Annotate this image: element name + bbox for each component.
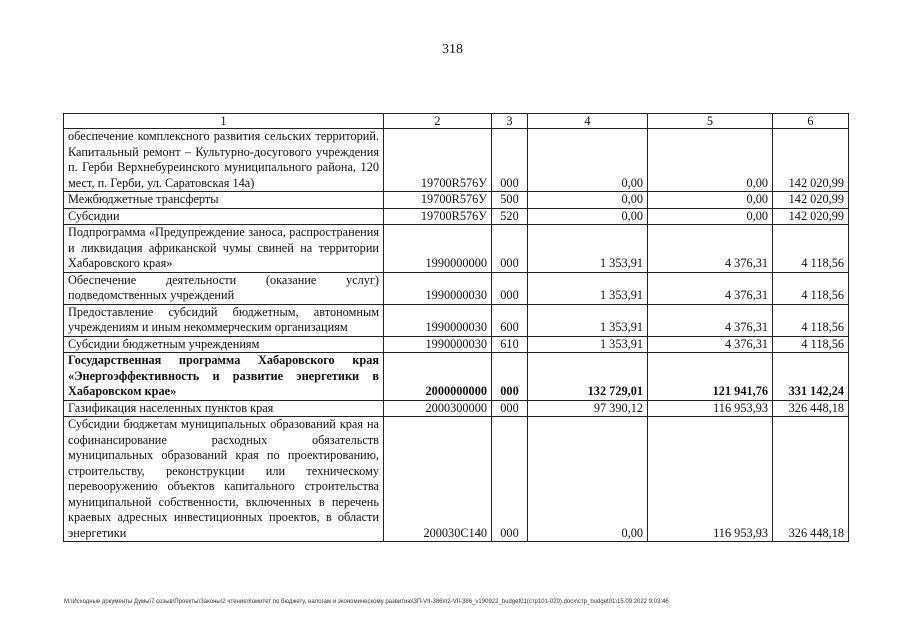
row-expense-type: 520 bbox=[492, 208, 528, 225]
table-row bbox=[64, 225, 849, 273]
row-value-col4: 1 353,91 bbox=[528, 272, 648, 304]
table-row bbox=[64, 417, 849, 542]
row-value-col6: 326 448,18 bbox=[773, 417, 849, 542]
row-expense-type: 000 bbox=[492, 272, 528, 304]
row-name: Обеспечение деятельности (оказание услуг) подведомственных учреждений bbox=[64, 272, 384, 304]
row-value-col4: 0,00 bbox=[528, 208, 648, 225]
row-value-col5: 121 941,76 bbox=[648, 353, 773, 401]
header-col-6: 6 bbox=[773, 114, 849, 129]
row-value-col5: 4 376,31 bbox=[648, 304, 773, 336]
table-row bbox=[64, 304, 849, 336]
row-value-col6: 326 448,18 bbox=[773, 400, 849, 417]
row-expense-type: 600 bbox=[492, 304, 528, 336]
row-value-col5: 4 376,31 bbox=[648, 225, 773, 273]
row-value-col6: 142 020,99 bbox=[773, 192, 849, 209]
row-code: 1990000000 bbox=[384, 225, 492, 273]
row-value-col4: 97 390,12 bbox=[528, 400, 648, 417]
row-name: обеспечение комплексного развития сельских территорий. Капитальный ремонт – Культурно-досугового учреждения п. Герби Верхнебуреинского муниципального района, 120 мест, п. Герби, ул. Саратовская 14а) bbox=[64, 129, 384, 192]
table-row bbox=[64, 400, 849, 417]
row-value-col4: 1 353,91 bbox=[528, 336, 648, 353]
row-value-col6: 142 020,99 bbox=[773, 208, 849, 225]
row-value-col5: 4 376,31 bbox=[648, 336, 773, 353]
row-value-col5: 0,00 bbox=[648, 208, 773, 225]
row-expense-type: 000 bbox=[492, 129, 528, 192]
header-col-2: 2 bbox=[384, 114, 492, 129]
row-expense-type: 000 bbox=[492, 400, 528, 417]
row-expense-type: 000 bbox=[492, 353, 528, 401]
file-path-footer: М:\Исходные документы Думы\7 созыв\Проекты\Законы\2 чтение\Комитет по бюджету, налогам и экономическому развитию\3П-VII-386\п2-VII-386_v190922_budget01(стр101-020).docx\стр_budget01\15.09.2022 9:03:46 bbox=[64, 599, 669, 605]
row-value-col4: 132 729,01 bbox=[528, 353, 648, 401]
row-name: Субсидии bbox=[64, 208, 384, 225]
row-expense-type: 500 bbox=[492, 192, 528, 209]
row-value-col4: 1 353,91 bbox=[528, 225, 648, 273]
row-value-col5: 4 376,31 bbox=[648, 272, 773, 304]
row-value-col6: 4 118,56 bbox=[773, 304, 849, 336]
row-name: Межбюджетные трансферты bbox=[64, 192, 384, 209]
header-col-5: 5 bbox=[648, 114, 773, 129]
row-code: 1990000030 bbox=[384, 304, 492, 336]
row-value-col6: 142 020,99 bbox=[773, 129, 849, 192]
table-row bbox=[64, 208, 849, 225]
row-value-col5: 0,00 bbox=[648, 129, 773, 192]
row-expense-type: 610 bbox=[492, 336, 528, 353]
row-value-col5: 116 953,93 bbox=[648, 400, 773, 417]
row-value-col4: 1 353,91 bbox=[528, 304, 648, 336]
row-value-col4: 0,00 bbox=[528, 129, 648, 192]
table-row bbox=[64, 192, 849, 209]
row-code: 200030С140 bbox=[384, 417, 492, 542]
row-value-col6: 4 118,56 bbox=[773, 225, 849, 273]
row-code: 19700R576У bbox=[384, 129, 492, 192]
row-name: Государственная программа Хабаровского края «Энергоэффективность и развитие энергетики в Хабаровском крае» bbox=[64, 353, 384, 401]
row-expense-type: 000 bbox=[492, 417, 528, 542]
header-col-4: 4 bbox=[528, 114, 648, 129]
row-code: 1990000030 bbox=[384, 336, 492, 353]
row-value-col6: 4 118,56 bbox=[773, 336, 849, 353]
row-value-col4: 0,00 bbox=[528, 417, 648, 542]
row-code: 19700R576У bbox=[384, 192, 492, 209]
row-code: 19700R576У bbox=[384, 208, 492, 225]
header-col-3: 3 bbox=[492, 114, 528, 129]
row-value-col4: 0,00 bbox=[528, 192, 648, 209]
row-value-col5: 0,00 bbox=[648, 192, 773, 209]
row-name: Субсидии бюджетным учреждениям bbox=[64, 336, 384, 353]
table-row bbox=[64, 353, 849, 401]
row-name: Газификация населенных пунктов края bbox=[64, 400, 384, 417]
row-code: 1990000030 bbox=[384, 272, 492, 304]
row-name: Подпрограмма «Предупреждение заноса, распространения и ликвидация африканской чумы свиней на территории Хабаровского края» bbox=[64, 225, 384, 273]
row-code: 2000300000 bbox=[384, 400, 492, 417]
table-row bbox=[64, 129, 849, 192]
row-value-col6: 4 118,56 bbox=[773, 272, 849, 304]
table-row bbox=[64, 272, 849, 304]
budget-table bbox=[63, 113, 849, 542]
row-value-col5: 116 953,93 bbox=[648, 417, 773, 542]
row-value-col6: 331 142,24 bbox=[773, 353, 849, 401]
header-col-1: 1 bbox=[64, 114, 384, 129]
row-expense-type: 000 bbox=[492, 225, 528, 273]
header-row bbox=[64, 114, 849, 129]
page-number: 318 bbox=[442, 42, 463, 57]
row-name: Субсидии бюджетам муниципальных образований края на софинансирование расходных обязательств муниципальных образований края по проектированию, строительству, реконструкции или техническому перевооружению объектов капитального строительства муниципальной собственности, включенных в перечень краевых адресных инвестиционных проектов, в области энергетики bbox=[64, 417, 384, 542]
row-code: 2000000000 bbox=[384, 353, 492, 401]
row-name: Предоставление субсидий бюджетным, автономным учреждениям и иным некоммерческим организациям bbox=[64, 304, 384, 336]
table-row bbox=[64, 336, 849, 353]
